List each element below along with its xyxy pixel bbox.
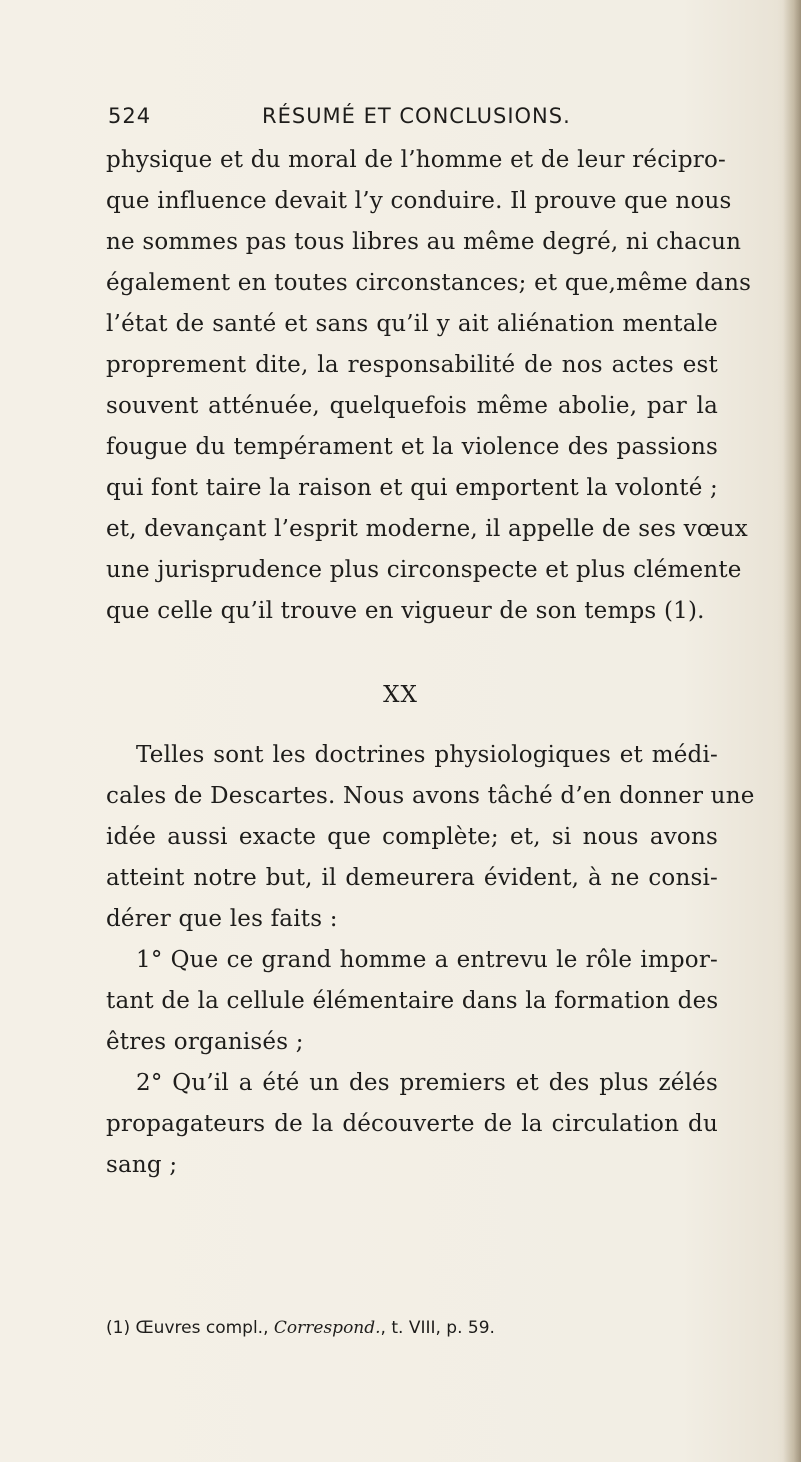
- text-line: physique et du moral de l’homme et de leur récipro-: [106, 147, 726, 173]
- paragraph-1: [106, 140, 752, 632]
- footnote-marker: (1): [106, 1318, 131, 1338]
- list-item-2-line: 2° Qu’il a été un des premiers et des plus zélés: [136, 1070, 718, 1096]
- list-item-1-line: êtres organisés ;: [106, 1029, 304, 1055]
- footnote-italic-title: Correspond.: [273, 1318, 381, 1338]
- text-line: une jurisprudence plus circonspecte et plus clémente: [106, 557, 742, 583]
- text-line: fougue du tempérament et la violence des passions: [106, 434, 718, 460]
- list-item-2-line: sang ;: [106, 1152, 178, 1178]
- text-line: cales de Descartes. Nous avons tâché d’en donner une: [106, 783, 755, 809]
- footnote-text: Œuvres compl.,: [135, 1318, 269, 1338]
- text-line: proprement dite, la responsabilité de nos actes est: [106, 352, 718, 378]
- text-line: que influence devait l’y conduire. Il prouve que nous: [106, 188, 732, 214]
- text-line: qui font taire la raison et qui emportent la volonté ;: [106, 475, 718, 501]
- text-line: atteint notre but, il demeurera évident, à ne consi-: [106, 865, 718, 891]
- running-head: [108, 104, 708, 138]
- footnote: [106, 1318, 495, 1338]
- text-line: également en toutes circonstances; et que,même dans: [106, 270, 752, 296]
- list-item-1-line: tant de la cellule élémentaire dans la formation des: [106, 988, 719, 1014]
- section-number: XX: [383, 682, 418, 708]
- text-line: idée aussi exacte que complète; et, si nous avons: [106, 824, 718, 850]
- text-line: l’état de santé et sans qu’il y ait aliénation mentale: [106, 311, 718, 337]
- list-item-1-line: 1° Que ce grand homme a entrevu le rôle impor-: [136, 947, 718, 973]
- paragraph-2: [106, 735, 755, 1186]
- list-item-2-line: propagateurs de la découverte de la circulation du: [106, 1111, 718, 1137]
- text-line: que celle qu’il trouve en vigueur de son temps (1).: [106, 598, 705, 624]
- text-line: souvent atténuée, quelquefois même abolie, par la: [106, 393, 718, 419]
- footnote-reference: , t. VIII, p. 59.: [380, 1318, 495, 1338]
- text-line: ne sommes pas tous libres au même degré, ni chacun: [106, 229, 742, 255]
- page-edge-shadow: [783, 0, 801, 1462]
- running-head-title: RÉSUMÉ ET CONCLUSIONS.: [262, 104, 571, 128]
- page-number: 524: [108, 104, 152, 128]
- text-line: et, devançant l’esprit moderne, il appelle de ses vœux: [106, 516, 748, 542]
- text-line: dérer que les faits :: [106, 906, 338, 932]
- text-line: Telles sont les doctrines physiologiques et médi-: [136, 742, 718, 768]
